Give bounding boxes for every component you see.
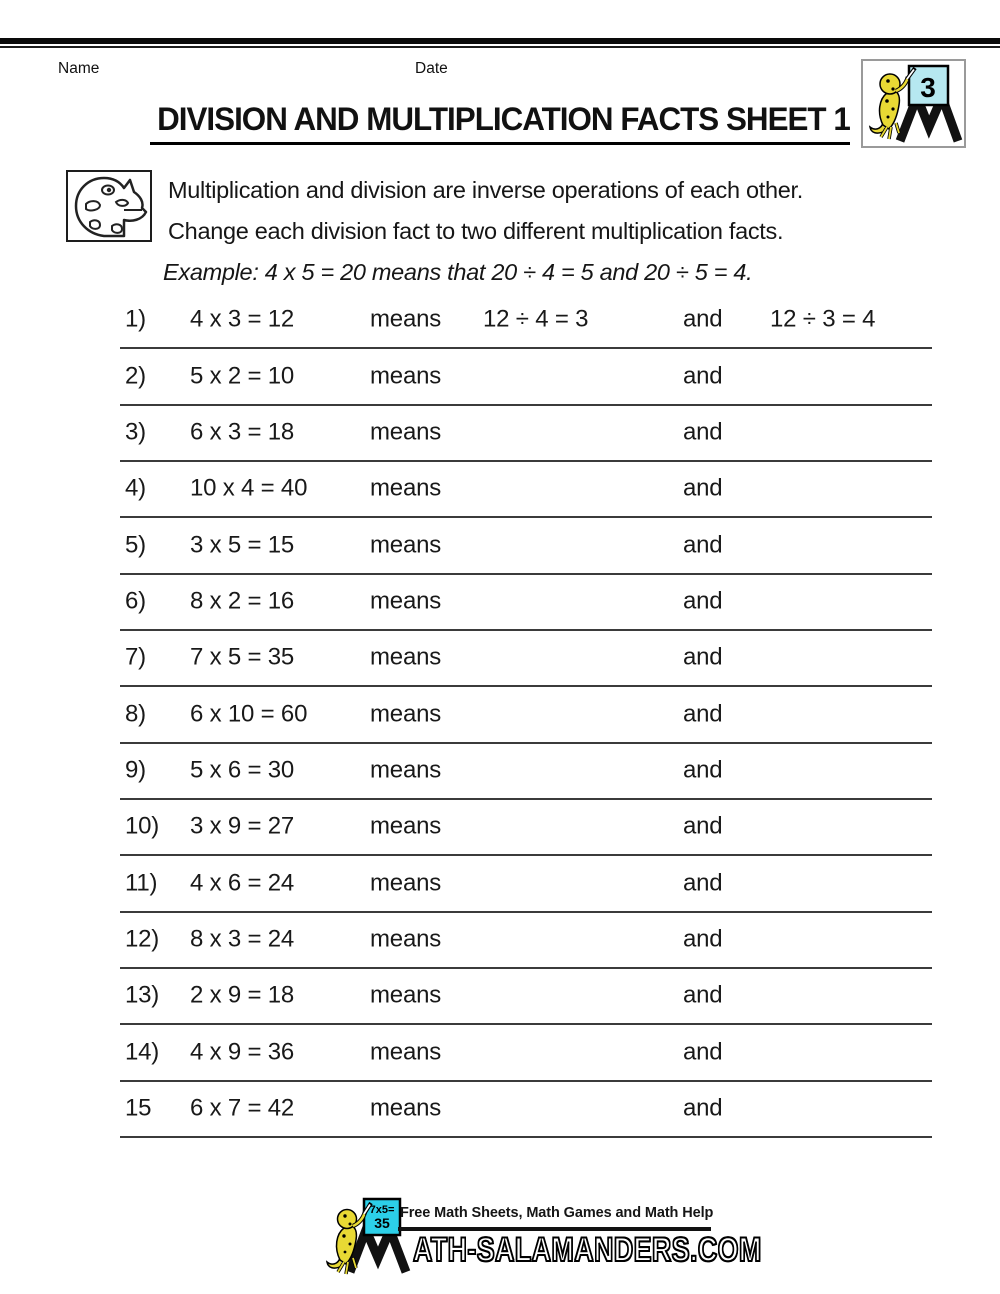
means-label: means: [370, 587, 442, 615]
means-label: means: [370, 418, 442, 446]
footer-sign-line1: 7x5=: [369, 1204, 395, 1216]
date-label: Date: [415, 60, 448, 77]
and-label: and: [683, 700, 723, 728]
logo-badge-number: 3: [920, 72, 936, 103]
name-label: Name: [58, 60, 100, 77]
means-label: means: [370, 1094, 442, 1122]
table-row: [120, 1025, 932, 1081]
means-label: means: [370, 925, 442, 953]
multiplication-fact: 10 x 4 = 40: [190, 474, 308, 502]
and-label: and: [683, 361, 723, 389]
means-label: means: [370, 474, 442, 502]
and-label: and: [683, 981, 723, 1009]
means-label: means: [370, 1038, 442, 1066]
means-label: means: [370, 812, 442, 840]
row-number: 2): [125, 361, 146, 389]
table-row: [120, 518, 932, 574]
table-row: [120, 349, 932, 405]
multiplication-fact: 3 x 9 = 27: [190, 812, 295, 840]
division-answer-1: 12 ÷ 4 = 3: [483, 305, 589, 333]
multiplication-fact: 6 x 7 = 42: [190, 1094, 295, 1122]
table-row: [120, 462, 932, 518]
and-label: and: [683, 812, 723, 840]
footer-wordmark: ATH-SALAMANDERS.COM: [413, 1231, 762, 1269]
row-number: 14): [125, 1038, 160, 1066]
row-number: 10): [125, 812, 160, 840]
worksheet-table: [120, 293, 932, 1138]
table-row: [120, 687, 932, 743]
and-label: and: [683, 869, 723, 897]
table-row: [120, 1082, 932, 1138]
and-label: and: [683, 474, 723, 502]
footer-tagline: Free Math Sheets, Math Games and Math Help: [400, 1205, 714, 1221]
and-label: and: [683, 925, 723, 953]
row-number: 4): [125, 474, 146, 502]
multiplication-fact: 6 x 3 = 18: [190, 418, 295, 446]
instruction-line-2: Change each division fact to two different multiplication facts.: [168, 218, 784, 244]
row-number: 6): [125, 587, 146, 615]
instructions: [163, 170, 958, 293]
and-label: and: [683, 587, 723, 615]
multiplication-fact: 8 x 2 = 16: [190, 587, 295, 615]
table-row: [120, 631, 932, 687]
instruction-example: Example: 4 x 5 = 20 means that 20 ÷ 4 = 5 and 20 ÷ 5 = 4.: [163, 259, 753, 285]
multiplication-fact: 7 x 5 = 35: [190, 643, 295, 671]
table-row: [120, 913, 932, 969]
and-label: and: [683, 530, 723, 558]
and-label: and: [683, 643, 723, 671]
means-label: means: [370, 756, 442, 784]
row-number: 8): [125, 700, 146, 728]
means-label: means: [370, 981, 442, 1009]
row-number: 11): [125, 869, 158, 897]
row-number: 7): [125, 643, 146, 671]
table-row: [120, 744, 932, 800]
table-row: [120, 856, 932, 912]
salamander-logo-icon: [863, 61, 964, 146]
division-answer-2: 12 ÷ 3 = 4: [770, 305, 876, 333]
means-label: means: [370, 700, 442, 728]
top-rule-thin: [0, 46, 1000, 48]
multiplication-fact: 6 x 10 = 60: [190, 700, 308, 728]
multiplication-fact: 8 x 3 = 24: [190, 925, 295, 953]
and-label: and: [683, 305, 723, 333]
multiplication-fact: 4 x 9 = 36: [190, 1038, 295, 1066]
table-row: [120, 969, 932, 1025]
row-number: 12): [125, 925, 160, 953]
table-row: [120, 406, 932, 462]
table-row: [120, 293, 932, 349]
means-label: means: [370, 361, 442, 389]
and-label: and: [683, 1094, 723, 1122]
multiplication-fact: 3 x 5 = 15: [190, 530, 295, 558]
multiplication-fact: 5 x 6 = 30: [190, 756, 295, 784]
instruction-line-1: Multiplication and division are inverse operations of each other.: [168, 177, 803, 203]
and-label: and: [683, 1038, 723, 1066]
row-number: 5): [125, 530, 146, 558]
multiplication-fact: 4 x 3 = 12: [190, 305, 295, 333]
means-label: means: [370, 530, 442, 558]
table-row: [120, 575, 932, 631]
row-number: 13): [125, 981, 160, 1009]
salamander-head-icon: [66, 170, 152, 242]
row-number: 15: [125, 1094, 152, 1122]
multiplication-fact: 2 x 9 = 18: [190, 981, 295, 1009]
top-rule-thick: [0, 38, 1000, 44]
title-underline: [150, 101, 850, 145]
multiplication-fact: 5 x 2 = 10: [190, 361, 295, 389]
row-number: 3): [125, 418, 146, 446]
table-row: [120, 800, 932, 856]
means-label: means: [370, 305, 442, 333]
sheet-logo: [861, 59, 966, 148]
footer-sign-line2: 35: [374, 1215, 390, 1231]
and-label: and: [683, 418, 723, 446]
page-title: DIVISION AND MULTIPLICATION FACTS SHEET 1: [157, 101, 850, 137]
row-number: 1): [125, 305, 146, 333]
means-label: means: [370, 643, 442, 671]
row-number: 9): [125, 756, 146, 784]
means-label: means: [370, 869, 442, 897]
multiplication-fact: 4 x 6 = 24: [190, 869, 295, 897]
and-label: and: [683, 756, 723, 784]
